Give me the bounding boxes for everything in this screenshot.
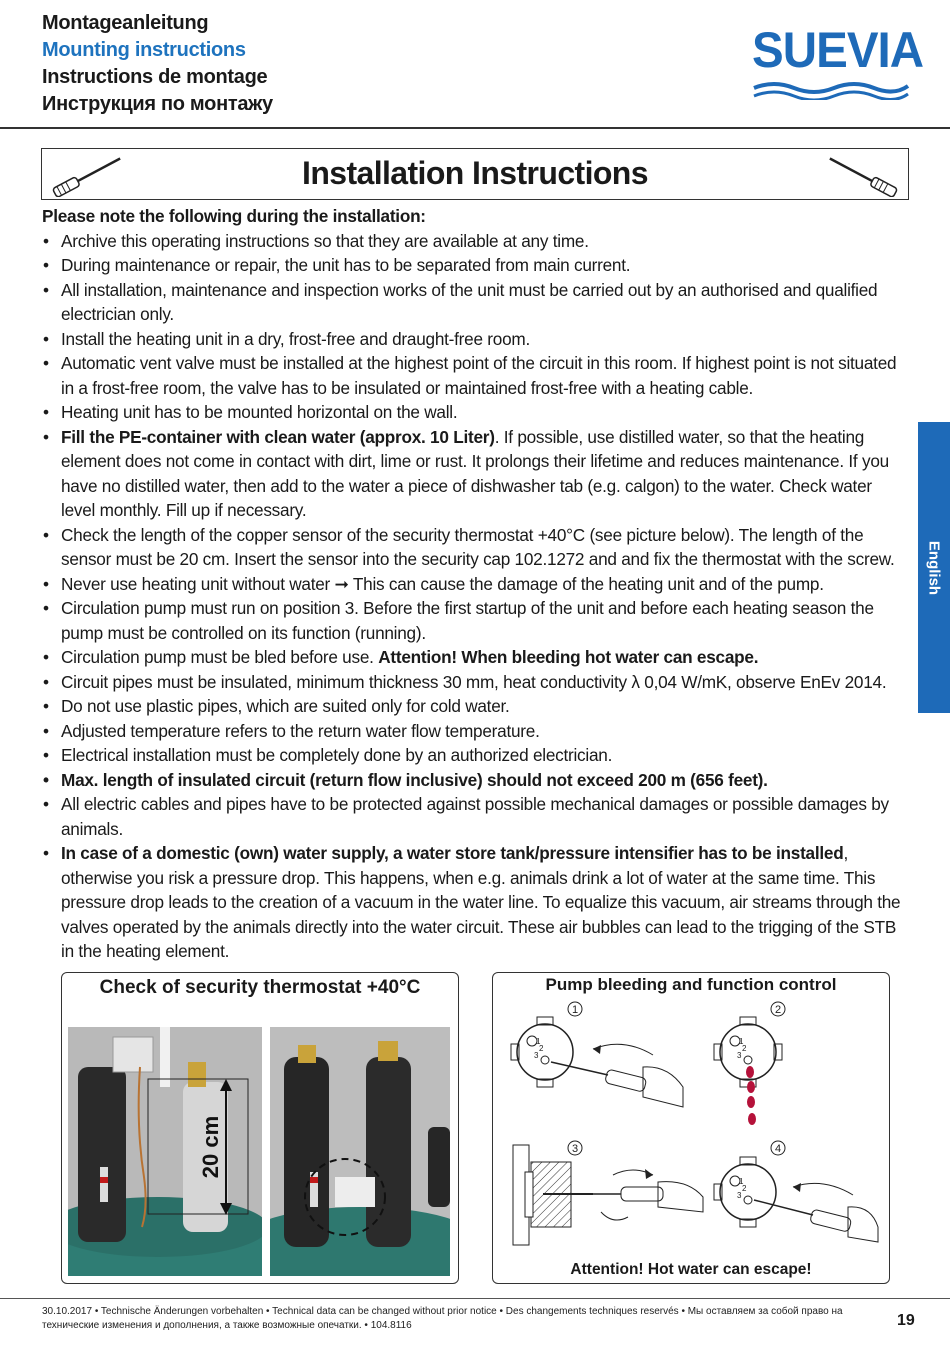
header-divider xyxy=(0,127,950,129)
instructions-body xyxy=(42,204,910,964)
pump-bleeding-panel xyxy=(492,972,890,1284)
list-item: • Heating unit has to be mounted horizontal on the wall. xyxy=(42,400,910,425)
instruction-list xyxy=(42,229,910,964)
header-title-en: Mounting instructions xyxy=(42,39,246,61)
svg-text:3: 3 xyxy=(737,1051,742,1060)
thermostat-panel-title: Check of security thermostat +40°C xyxy=(99,977,421,998)
logo-text: SUEVIA xyxy=(752,22,924,78)
list-item: • Do not use plastic pipes, which are suited only for cold water. xyxy=(42,694,910,719)
thermostat-photo-right xyxy=(270,1027,450,1276)
header-title-fr: Instructions de montage xyxy=(42,66,268,88)
svg-text:1: 1 xyxy=(739,1037,744,1046)
list-item: • Archive this operating instructions so that they are available at any time. xyxy=(42,229,910,254)
sensor-length-label: 20 cm xyxy=(198,1115,223,1179)
svg-text:2: 2 xyxy=(539,1044,544,1053)
footer-notice: 30.10.2017 • Technische Änderungen vorbehalten • Technical data can be changed without prior notice • Des changements techniques reservés • Мы оставляем за собой право на технические изменения и дополнения, а также возможные опечатки. • 104.8116 xyxy=(42,1306,843,1331)
list-item: • All electric cables and pipes have to be protected against possible mechanical damages or possible damages by animals. xyxy=(42,792,910,841)
step-2-pump xyxy=(714,1002,785,1125)
list-item: • During maintenance or repair, the unit has to be separated from main current. xyxy=(42,253,910,278)
pump-panel-title: Pump bleeding and function control xyxy=(545,975,837,994)
list-item: • Fill the PE-container with clean water (approx. 10 Liter). If possible, use distilled water, so that the heating element does not come in contact with dirt, lime or rust. It prolongs their lifetime and reduces maintenance. If you have no distilled water, then add to the water a piece of dishwasher tab (e.g. calgon) to the water. Check water level monthly. Fill up if necessary. xyxy=(42,425,910,523)
step-4-pump xyxy=(714,1141,878,1242)
list-item: • Circulation pump must run on position 3. Before the first startup of the unit and before each heating season the pump must be controlled on its function (running). xyxy=(42,596,910,645)
svg-text:3: 3 xyxy=(737,1191,742,1200)
logo-wave-icon xyxy=(752,80,910,100)
list-item: • All installation, maintenance and inspection works of the unit must be carried out by an authorised and qualified electrician only. xyxy=(42,278,910,327)
language-tab-label: English xyxy=(925,540,943,595)
thermostat-check-panel xyxy=(61,972,459,1284)
language-tab xyxy=(918,422,950,713)
svg-text:4: 4 xyxy=(774,1143,782,1155)
list-item: • Automatic vent valve must be installed at the highest point of the circuit in this room. If highest point is not situated in a frost-free room, the valve has to be insulated or maintained frost-free with a heating cable. xyxy=(42,351,910,400)
header-title-de: Montageanleitung xyxy=(42,12,209,34)
list-item: • In case of a domestic (own) water supply, a water store tank/pressure intensifier has to be installed, otherwise you risk a pressure drop. This happens, when e.g. animals drink a lot of water at the same time. This pressure drop leads to the creation of a vacuum in the water line. To equalize this vacuum, air streams through the valves operated by the animals directly into the water circuit. These air bubbles can lead to the trigging of the STB in the heating element. xyxy=(42,841,910,964)
footer-divider xyxy=(0,1298,950,1299)
step-1-pump xyxy=(511,1002,683,1107)
page-title: Installation Instructions xyxy=(302,155,648,191)
suevia-logo xyxy=(752,22,924,100)
list-item: • Electrical installation must be completely done by an authorized electrician. xyxy=(42,743,910,768)
list-item: • Circulation pump must be bled before use. Attention! When bleeding hot water can escape. xyxy=(42,645,910,670)
list-item: • Circuit pipes must be insulated, minimum thickness 30 mm, heat conductivity λ 0,04 W/mK, observe EnEv 2014. xyxy=(42,670,910,695)
svg-text:1: 1 xyxy=(571,1004,579,1016)
svg-text:3: 3 xyxy=(534,1051,539,1060)
svg-text:3: 3 xyxy=(571,1143,579,1155)
header-title-ru: Инструкция по монтажу xyxy=(42,93,273,115)
hot-water-warning: Attention! Hot water can escape! xyxy=(570,1261,812,1278)
list-item: • Install the heating unit in a dry, frost-free and draught-free room. xyxy=(42,327,910,352)
svg-text:2: 2 xyxy=(742,1184,747,1193)
intro-heading: Please note the following during the installation: xyxy=(42,206,426,226)
header-titles xyxy=(42,10,273,118)
list-item: • Never use heating unit without water ➞ This can cause the damage of the heating unit and of the pump. xyxy=(42,572,910,597)
list-item: • Adjusted temperature refers to the return water flow temperature. xyxy=(42,719,910,744)
list-item: • Check the length of the copper sensor of the security thermostat +40°C (see picture below). The length of the sensor must be 20 cm. Insert the sensor into the security cap 102.1272 and and fix the thermostat with the screw. xyxy=(42,523,910,572)
screwdriver-right-icon xyxy=(822,153,904,197)
svg-text:1: 1 xyxy=(536,1037,541,1046)
page-number: 19 xyxy=(897,1312,915,1329)
thermostat-photo-left xyxy=(68,1027,262,1276)
svg-text:2: 2 xyxy=(742,1044,747,1053)
step-3-pump xyxy=(513,1141,703,1245)
pump-bleeding-diagram xyxy=(503,997,881,1253)
list-item: • Max. length of insulated circuit (return flow inclusive) should not exceed 200 m (656 feet). xyxy=(42,768,910,793)
svg-text:1: 1 xyxy=(739,1177,744,1186)
svg-text:2: 2 xyxy=(774,1004,782,1016)
title-box xyxy=(41,148,909,200)
